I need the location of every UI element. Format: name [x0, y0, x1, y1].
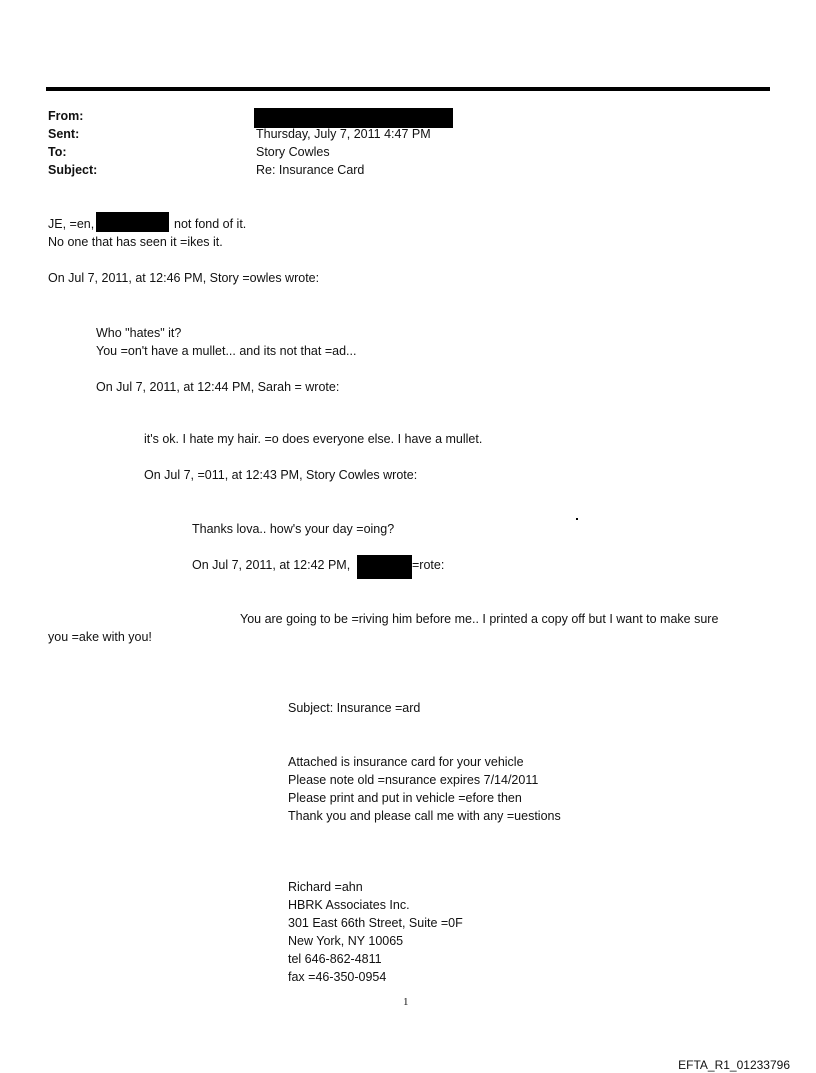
- signature-phone: tel 646-862-4811: [288, 952, 382, 966]
- original-body-line-3: Please print and put in vehicle =efore then: [288, 791, 522, 805]
- original-subject: Subject: Insurance =ard: [288, 701, 421, 715]
- quote-attribution-4-prefix: On Jul 7, 2011, at 12:42 PM,: [192, 558, 351, 572]
- original-body-line-1: Attached is insurance card for your vehicle: [288, 755, 524, 769]
- quote-attribution-4-suffix: =rote:: [412, 558, 445, 572]
- page-number: 1: [403, 996, 409, 1008]
- sent-label: Sent:: [48, 127, 80, 141]
- reply-line-1-suffix: not fond of it.: [174, 217, 247, 231]
- quote4-line-1: You are going to be =riving him before me.. I printed a copy off but I want to make sure: [240, 612, 719, 626]
- subject-label: Subject:: [48, 163, 98, 177]
- quote4-line-2: you =ake with you!: [48, 630, 152, 644]
- quote2-line-1: it's ok. I hate my hair. =o does everyone else. I have a mullet.: [144, 432, 483, 446]
- signature-city: New York, NY 10065: [288, 934, 404, 948]
- quote-attribution-1: On Jul 7, 2011, at 12:46 PM, Story =owles wrote:: [48, 271, 320, 285]
- name-redaction-2: [357, 555, 412, 579]
- from-label: From:: [48, 109, 84, 123]
- quote-attribution-2: On Jul 7, 2011, at 12:44 PM, Sarah = wrote:: [96, 380, 340, 394]
- original-body-line-4: Thank you and please call me with any =uestions: [288, 809, 561, 823]
- signature-fax: fax =46-350-0954: [288, 970, 387, 984]
- stray-dot: [576, 518, 578, 520]
- quote1-line-1: Who "hates" it?: [96, 326, 182, 340]
- to-label: To:: [48, 145, 67, 159]
- document-id: EFTA_R1_01233796: [678, 1058, 790, 1072]
- signature-name: Richard =ahn: [288, 880, 363, 894]
- sent-value: Thursday, July 7, 2011 4:47 PM: [256, 127, 431, 141]
- quote-attribution-3: On Jul 7, =011, at 12:43 PM, Story Cowles wrote:: [144, 468, 418, 482]
- quote1-line-2: You =on't have a mullet... and its not that =ad...: [96, 344, 357, 358]
- header-rule: [46, 87, 770, 91]
- signature-company: HBRK Associates Inc.: [288, 898, 410, 912]
- name-redaction-1: [96, 212, 169, 232]
- signature-address: 301 East 66th Street, Suite =0F: [288, 916, 463, 930]
- reply-line-2: No one that has seen it =ikes it.: [48, 235, 223, 249]
- subject-value: Re: Insurance Card: [256, 163, 365, 177]
- from-redaction: [254, 108, 453, 128]
- quote3-line-1: Thanks lova.. how's your day =oing?: [192, 522, 395, 536]
- original-body-line-2: Please note old =nsurance expires 7/14/2011: [288, 773, 539, 787]
- to-value: Story Cowles: [256, 145, 330, 159]
- reply-line-1-prefix: JE, =en,: [48, 217, 95, 231]
